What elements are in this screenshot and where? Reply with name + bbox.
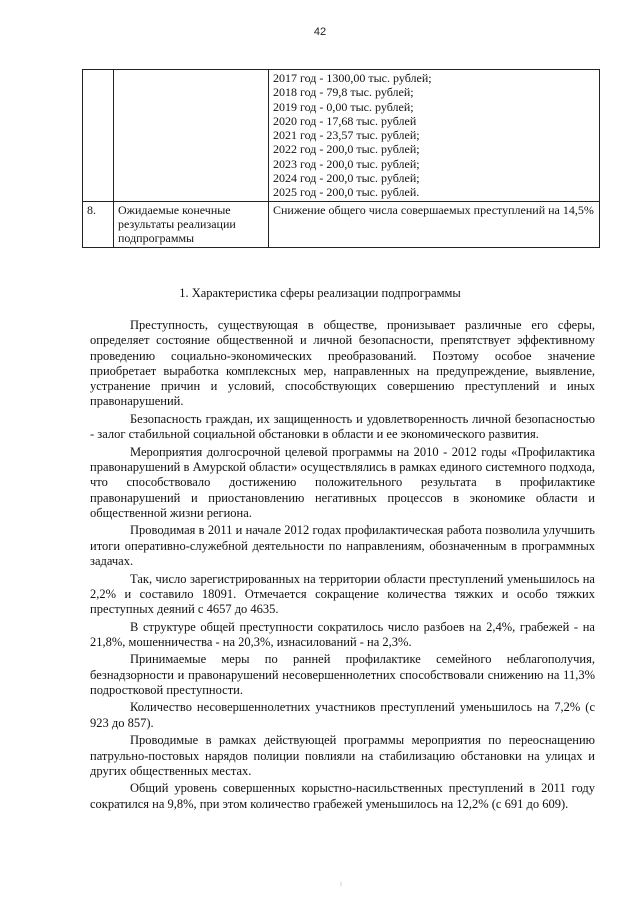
paragraph: Проводимая в 2011 и начале 2012 годах профилактическая работа позволила улучшить итоги оперативно-служебной деятельности по направлениям, обозначенным в программных задачах. (90, 523, 595, 569)
paragraph: Общий уровень совершенных корыстно-насильственных преступлений в 2011 году сократился на 9,8%, при этом количество грабежей уменьшилось на 12,2% (с 691 до 609). (90, 781, 595, 811)
table-row-financing (83, 70, 600, 202)
row-label-cell: Ожидаемые конечные результаты реализации подпрограммы (114, 201, 269, 247)
table-row-expected-results (83, 201, 600, 247)
program-passport-table (82, 69, 600, 248)
financing-line: 2018 год - 79,8 тыс. рублей; (273, 85, 414, 100)
paragraph: Преступность, существующая в обществе, пронизывает различные его сферы, определяет состояние общественной и личной безопасности, препятствует эффективному проведению социально-экономических преобразований. Поэтому особое значение приобретает выработка комплексных мер, направленных на предупреждение, выявление, устранение причин и условий, способствующих совершению преступлений и иных правонарушений. (90, 318, 595, 409)
financing-line: 2021 год - 23,57 тыс. рублей; (273, 128, 420, 143)
paragraph: Количество несовершеннолетних участников преступлений уменьшилось на 7,2% (с 923 до 857). (90, 700, 595, 730)
row-number-cell (83, 70, 114, 202)
row-label-cell (114, 70, 269, 202)
section-title: 1. Характеристика сферы реализации подпрограммы (179, 286, 461, 300)
paragraph: В структуре общей преступности сократилось число разбоев на 2,4%, грабежей - на 21,8%, мошенничества - на 20,3%, изнасилований - на 2,3%. (90, 619, 595, 649)
paragraph: Безопасность граждан, их защищенность и удовлетворенность личной безопасностью - залог стабильной социальной обстановки в области и ее экономического развития. (90, 411, 595, 442)
paragraph: Так, число зарегистрированных на территории области преступлений уменьшилось на 2,2% и составило 18091. Отмечается сокращение количества тяжких и особо тяжких преступных деяний с 4657 до 4635. (90, 571, 595, 617)
financing-line: 2017 год - 1300,00 тыс. рублей; (273, 71, 432, 85)
financing-cell (269, 70, 600, 202)
financing-line: 2020 год - 17,68 тыс. рублей (273, 113, 417, 128)
paragraph: Проводимые в рамках действующей программы мероприятия по переоснащению патрульно-постовых нарядов полиции повлияли на стабилизацию обстановки на улицах и других общественных местах. (90, 733, 595, 778)
financing-line: 2023 год - 200,0 тыс. рублей; (273, 156, 420, 171)
expected-results-cell: Снижение общего числа совершаемых преступлений на 14,5% (269, 201, 600, 247)
scan-artifact-mark: ǂ (340, 880, 342, 889)
financing-line: 2024 год - 200,0 тыс. рублей; (273, 171, 420, 186)
body-text (90, 318, 595, 814)
financing-line: 2022 год - 200,0 тыс. рублей; (273, 142, 420, 157)
financing-line: 2025 год - 200,0 тыс. рублей. (273, 185, 420, 200)
page-number: 42 (313, 26, 327, 38)
row-number-cell: 8. (83, 201, 114, 247)
paragraph: Мероприятия долгосрочной целевой программы на 2010 - 2012 годы «Профилактика правонарушений в Амурской области» осуществлялись в рамках единого системного подхода, что способствовало достижению положительного результата в профилактике правонарушений и приостановлению негативных процессов в экономике области и общественной жизни региона. (90, 444, 595, 520)
financing-line: 2019 год - 0,00 тыс. рублей; (273, 99, 414, 114)
paragraph: Принимаемые меры по ранней профилактике семейного неблагополучия, безнадзорности и правонарушений несовершеннолетних способствовали снижению на 11,3% подростковой преступности. (90, 652, 595, 697)
